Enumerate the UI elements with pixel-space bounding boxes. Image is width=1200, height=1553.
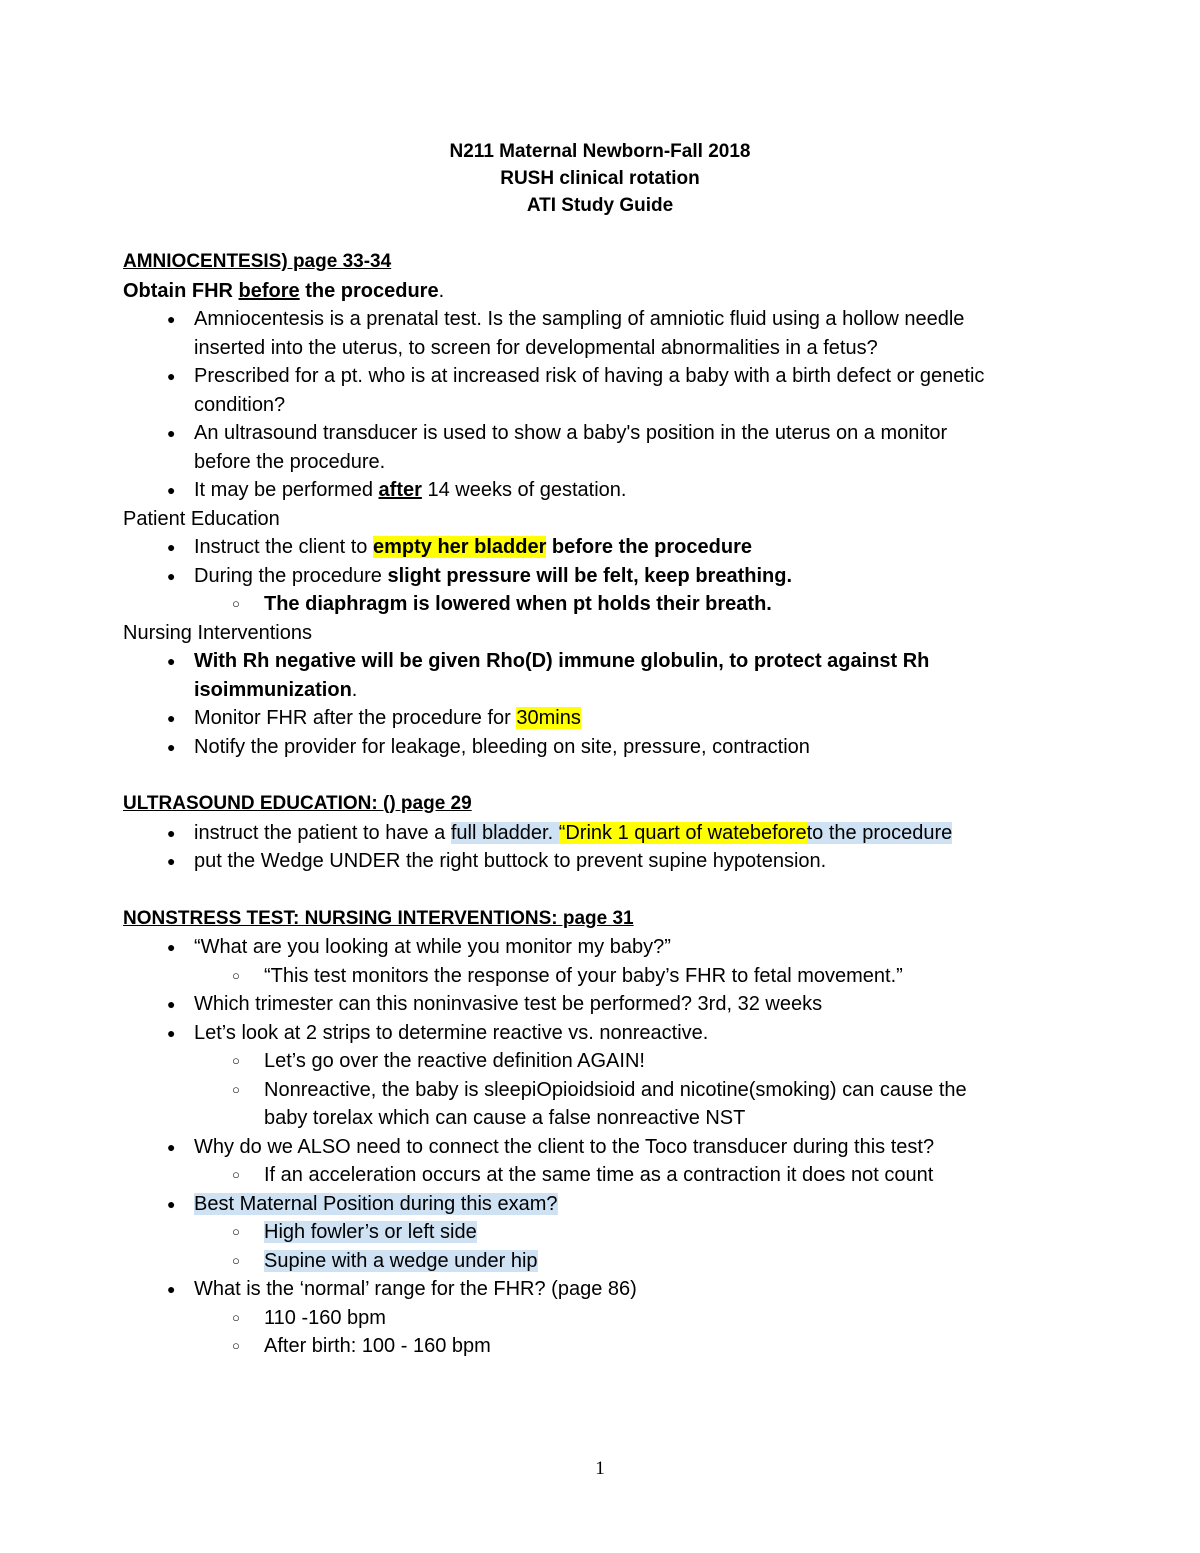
list-item-text: “What are you looking at while you monitor my baby?” bbox=[194, 936, 671, 958]
highlighted-text: Best Maternal Position during this exam? bbox=[194, 1192, 558, 1215]
sub-list-item bbox=[123, 1161, 1083, 1190]
text-run: Instruct the client to bbox=[194, 536, 373, 558]
list-item-text: Let’s look at 2 strips to determine reactive vs. nonreactive. bbox=[194, 1021, 709, 1044]
highlighted-text: “Drink 1 quart of watebefore bbox=[558, 821, 807, 844]
bullet-icon: ● bbox=[167, 1138, 176, 1155]
sub-list-item bbox=[123, 1047, 1083, 1076]
hollow-bullet-icon: ○ bbox=[232, 967, 240, 983]
list-item-text: Notify the provider for leakage, bleeding on site, pressure, contraction bbox=[194, 735, 810, 758]
bullet-icon: ● bbox=[167, 368, 176, 384]
bullet-icon: ● bbox=[167, 425, 176, 441]
hollow-bullet-icon: ○ bbox=[232, 1309, 240, 1325]
list-item bbox=[123, 733, 1083, 762]
text-run: instruct the patient to have a bbox=[194, 821, 451, 844]
spacer bbox=[123, 761, 1083, 789]
list-item-text: “This test monitors the response of your baby’s FHR to fetal movement.” bbox=[264, 964, 903, 987]
highlighted-text: empty her bladder bbox=[372, 536, 547, 558]
sub-list-item bbox=[123, 590, 1083, 619]
list-item-text: Prescribed for a pt. who is at increased risk of having a baby with a birth defect or genetic bbox=[194, 365, 985, 387]
list-item bbox=[123, 647, 1083, 676]
list-item-text: Amniocentesis is a prenatal test. Is the sampling of amniotic fluid using a hollow needle bbox=[194, 308, 965, 330]
text-run: the procedure bbox=[299, 279, 439, 302]
list-item bbox=[123, 1133, 1083, 1162]
text-run: isoimmunization bbox=[194, 678, 352, 701]
bullet-icon: ● bbox=[167, 653, 176, 669]
nonstress-test-section bbox=[123, 904, 1083, 934]
list-item bbox=[123, 933, 1083, 962]
highlighted-text: full bladder. bbox=[450, 821, 559, 844]
list-item bbox=[123, 562, 1083, 591]
list-item-text: If an acceleration occurs at the same time as a contraction it does not count bbox=[264, 1164, 934, 1186]
guide-title: ATI Study Guide bbox=[526, 195, 674, 216]
list-item-text: Let’s go over the reactive definition AGAIN! bbox=[264, 1050, 645, 1072]
list-item bbox=[123, 990, 1083, 1019]
bullet-icon: ● bbox=[167, 996, 176, 1012]
sub-list-item bbox=[123, 1076, 1083, 1105]
text-run: During the procedure bbox=[194, 564, 388, 587]
text-run: 14 weeks of gestation. bbox=[421, 479, 627, 501]
list-item-text: Which trimester can this noninvasive test be performed? 3rd, 32 weeks bbox=[194, 993, 823, 1015]
sub-list-item bbox=[123, 1218, 1083, 1247]
section-heading: ULTRASOUND EDUCATION: () page 29 bbox=[123, 793, 472, 814]
bullet-icon: ● bbox=[167, 1024, 176, 1041]
bullet-icon: ● bbox=[167, 311, 176, 327]
nursing-interventions-label: Nursing Interventions bbox=[123, 621, 312, 644]
ultrasound-section bbox=[123, 789, 1083, 819]
amniocentesis-section bbox=[123, 247, 1083, 277]
bullet-icon: ● bbox=[167, 539, 176, 555]
hollow-bullet-icon: ○ bbox=[232, 596, 240, 611]
bullet-icon: ● bbox=[167, 939, 176, 955]
text-run: . bbox=[351, 678, 358, 701]
obtain-fhr-line bbox=[123, 277, 1083, 306]
bullet-icon: ● bbox=[167, 853, 176, 869]
bullet-icon: ● bbox=[167, 567, 176, 584]
list-item-text: After birth: 100 - 160 bpm bbox=[264, 1335, 491, 1357]
list-item-continuation: before the procedure. bbox=[194, 450, 386, 473]
hollow-bullet-icon: ○ bbox=[232, 1053, 240, 1068]
list-item bbox=[123, 419, 1083, 448]
text-run: Monitor FHR after the procedure for bbox=[194, 707, 517, 729]
document-header bbox=[0, 138, 1200, 219]
list-item bbox=[123, 533, 1083, 562]
list-item bbox=[123, 819, 1083, 848]
list-item-text: An ultrasound transducer is used to show a baby's position in the uterus on a monitor bbox=[194, 422, 948, 444]
list-item-text: Nonreactive, the baby is sleepiOpioidsioid and nicotine(smoking) can cause the bbox=[264, 1078, 967, 1101]
list-item bbox=[123, 1190, 1083, 1219]
hollow-bullet-icon: ○ bbox=[232, 1252, 240, 1268]
text-run: before the procedure bbox=[546, 536, 752, 558]
list-item bbox=[123, 362, 1083, 391]
list-item-text: put the Wedge UNDER the right buttock to prevent supine hypotension. bbox=[194, 850, 827, 872]
sub-list-item bbox=[123, 1304, 1083, 1333]
list-item bbox=[123, 1019, 1083, 1048]
hollow-bullet-icon: ○ bbox=[232, 1338, 240, 1353]
sub-list-item bbox=[123, 1332, 1083, 1361]
list-item-text: Why do we ALSO need to connect the client to the Toco transducer during this test? bbox=[194, 1135, 935, 1158]
section-heading: NONSTRESS TEST: NURSING INTERVENTIONS: page 31 bbox=[123, 907, 634, 929]
bullet-icon: ● bbox=[167, 482, 176, 498]
list-item bbox=[123, 847, 1083, 876]
list-item bbox=[123, 1275, 1083, 1304]
list-item bbox=[123, 704, 1083, 733]
list-item-continuation: condition? bbox=[194, 393, 286, 416]
highlighted-text: 30mins bbox=[516, 707, 581, 729]
course-title: N211 Maternal Newborn-Fall 2018 bbox=[449, 141, 751, 162]
list-item-text: The diaphragm is lowered when pt holds their breath. bbox=[264, 593, 772, 615]
bullet-icon: ● bbox=[167, 710, 176, 726]
bullet-icon: ● bbox=[167, 824, 176, 841]
page-number: 1 bbox=[595, 1458, 605, 1479]
text-run: It may be performed bbox=[194, 479, 379, 501]
hollow-bullet-icon: ○ bbox=[232, 1081, 240, 1097]
text-run: Obtain FHR bbox=[123, 279, 239, 302]
bullet-icon: ● bbox=[167, 1281, 176, 1297]
list-item-continuation bbox=[123, 676, 1083, 705]
bullet-icon: ● bbox=[167, 738, 176, 755]
hollow-bullet-icon: ○ bbox=[232, 1224, 240, 1239]
section-heading: AMNIOCENTESIS) page 33-34 bbox=[123, 251, 392, 272]
list-item-text: What is the ‘normal’ range for the FHR? (page 86) bbox=[194, 1278, 637, 1300]
list-item-continuation: inserted into the uterus, to screen for developmental abnormalities in a fetus? bbox=[194, 336, 878, 359]
text-run: . bbox=[438, 279, 445, 302]
text-run: before bbox=[238, 279, 300, 302]
list-item-text: 110 -160 bpm bbox=[264, 1306, 386, 1329]
highlighted-text: to the procedure bbox=[806, 821, 953, 844]
sub-list-item bbox=[123, 1247, 1083, 1276]
list-item bbox=[123, 305, 1083, 334]
patient-education-label: Patient Education bbox=[123, 507, 280, 530]
spacer bbox=[123, 876, 1083, 904]
document-body bbox=[123, 247, 1083, 1361]
list-item bbox=[123, 476, 1083, 505]
text-run: after bbox=[378, 479, 422, 501]
text-run: slight pressure will be felt, keep breathing. bbox=[387, 564, 792, 587]
sub-list-item bbox=[123, 962, 1083, 991]
hollow-bullet-icon: ○ bbox=[232, 1167, 240, 1182]
highlighted-text: High fowler’s or left side bbox=[264, 1221, 477, 1243]
bullet-icon: ● bbox=[167, 1195, 176, 1212]
rotation-title: RUSH clinical rotation bbox=[500, 168, 700, 189]
highlighted-text: Supine with a wedge under hip bbox=[264, 1249, 538, 1272]
list-item-text: With Rh negative will be given Rho(D) immune globulin, to protect against Rh bbox=[194, 650, 930, 672]
list-item-continuation: baby torelax which can cause a false nonreactive NST bbox=[264, 1107, 746, 1129]
